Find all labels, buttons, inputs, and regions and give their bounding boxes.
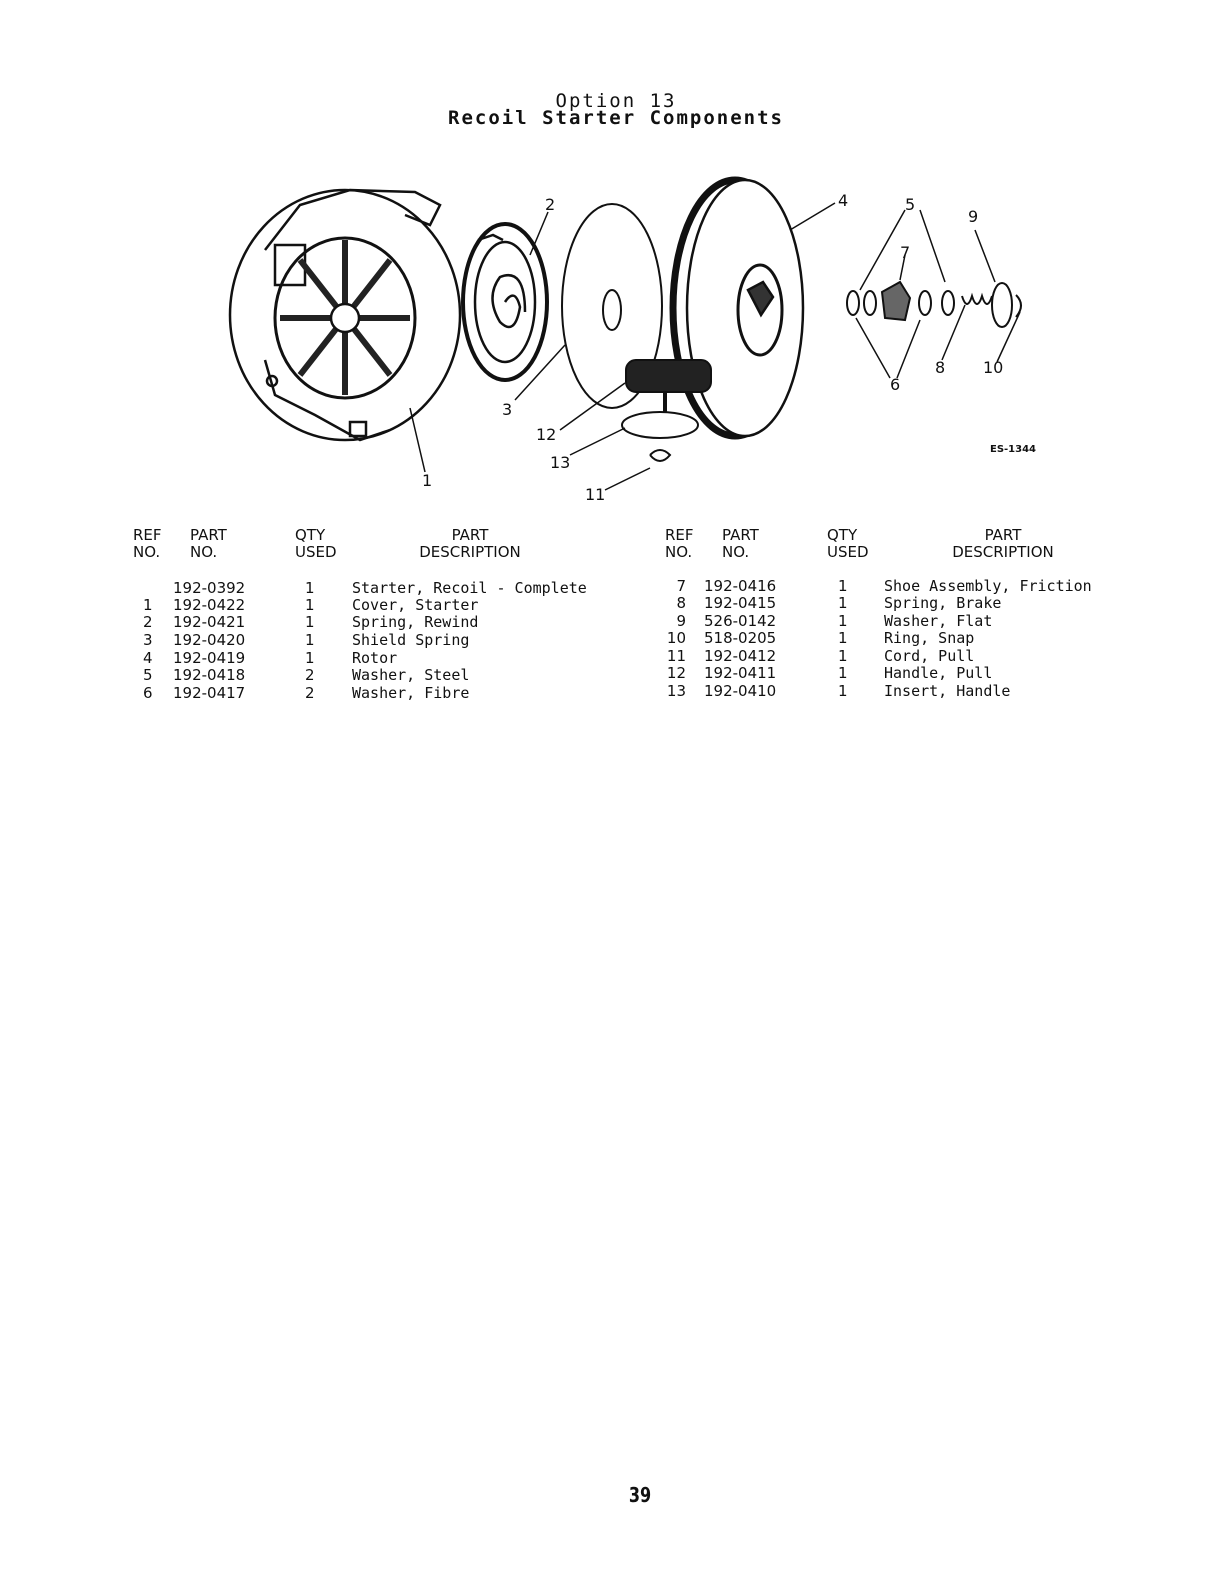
header-part-no-right: PART NO. [722, 526, 759, 561]
qty-used: 1 [838, 647, 848, 665]
callout-4: 4 [838, 191, 849, 210]
title-line-1: Option 13 [555, 90, 677, 112]
part-description: Spring, Rewind [352, 613, 479, 631]
header-ref-right: REF NO. [665, 526, 694, 561]
ref-no: 8 [676, 594, 686, 612]
ref-no: 10 [666, 629, 686, 647]
part-description: Shoe Assembly, Friction [884, 577, 1092, 595]
part-no: 192-0419 [173, 649, 246, 667]
callout-8: 8 [935, 358, 946, 377]
page-number: 39 [628, 1483, 652, 1507]
part-description: Rotor [352, 649, 398, 667]
part-no: 192-0410 [704, 682, 777, 700]
qty-used: 1 [838, 629, 848, 647]
header-part-no: PART NO. [190, 526, 227, 561]
callout-5: 5 [905, 195, 916, 214]
part-no: 192-0412 [704, 647, 777, 665]
qty-used: 1 [305, 649, 315, 667]
qty-used: 1 [838, 612, 848, 630]
starter-cover-drawing [230, 190, 460, 440]
header-description-right: PART DESCRIPTION [952, 526, 1054, 561]
callout-9: 9 [968, 207, 979, 226]
qty-used: 1 [838, 594, 848, 612]
qty-used: 1 [305, 579, 315, 597]
ref-no: 9 [676, 612, 686, 630]
ref-no: 1 [143, 596, 153, 614]
qty-used: 1 [305, 596, 315, 614]
part-no: 192-0415 [704, 594, 777, 612]
part-no: 518-0205 [704, 629, 777, 647]
part-description: Shield Spring [352, 631, 470, 649]
figure-id: ES-1344 [990, 444, 1037, 455]
header-ref: REF NO. [133, 526, 162, 561]
ref-no: 7 [676, 577, 686, 595]
callout-7: 7 [900, 243, 911, 262]
qty-used: 1 [305, 631, 315, 649]
part-no: 192-0418 [173, 666, 246, 684]
qty-used: 1 [838, 577, 848, 595]
ref-no: 4 [143, 649, 153, 667]
part-no: 192-0421 [173, 613, 246, 631]
header-qty-right: QTY USED [827, 526, 869, 561]
part-description: Spring, Brake [884, 594, 1002, 612]
part-no: 192-0392 [173, 579, 246, 597]
part-no: 192-0416 [704, 577, 777, 595]
part-no: 192-0420 [173, 631, 246, 649]
qty-used: 1 [838, 682, 848, 700]
ref-no: 2 [143, 613, 153, 631]
part-no: 192-0417 [173, 684, 246, 702]
ref-no: 11 [666, 647, 686, 665]
part-description: Washer, Steel [352, 666, 470, 684]
part-description: Insert, Handle [884, 682, 1011, 700]
header-description: PART DESCRIPTION [419, 526, 521, 561]
qty-used: 1 [838, 664, 848, 682]
callout-3: 3 [502, 400, 513, 419]
part-description: Washer, Flat [884, 612, 993, 630]
ref-no: 3 [143, 631, 153, 649]
part-description: Handle, Pull [884, 664, 993, 682]
part-no: 192-0422 [173, 596, 246, 614]
rewind-spring-drawing [463, 224, 547, 380]
part-description: Starter, Recoil - Complete [352, 579, 587, 597]
callout-12: 12 [536, 425, 557, 444]
title-line-2: Recoil Starter Components [448, 107, 784, 129]
small-parts-drawing [847, 282, 1021, 327]
qty-used: 1 [305, 613, 315, 631]
callout-1: 1 [422, 471, 433, 490]
callout-10: 10 [983, 358, 1004, 377]
part-description: Ring, Snap [884, 629, 975, 647]
callout-11: 11 [585, 485, 606, 504]
ref-no: 12 [666, 664, 686, 682]
rotor-drawing [673, 180, 803, 436]
part-description: Washer, Fibre [352, 684, 470, 702]
ref-no: 5 [143, 666, 153, 684]
ref-no: 6 [143, 684, 153, 702]
part-no: 192-0411 [704, 664, 777, 682]
callout-2: 2 [545, 195, 556, 214]
qty-used: 2 [305, 666, 315, 684]
header-qty: QTY USED [295, 526, 337, 561]
part-description: Cord, Pull [884, 647, 975, 665]
callout-13: 13 [550, 453, 571, 472]
callout-6: 6 [890, 375, 901, 394]
part-description: Cover, Starter [352, 596, 479, 614]
part-no: 526-0142 [704, 612, 777, 630]
qty-used: 2 [305, 684, 315, 702]
ref-no: 13 [666, 682, 686, 700]
exploded-parts-diagram [0, 0, 1232, 520]
